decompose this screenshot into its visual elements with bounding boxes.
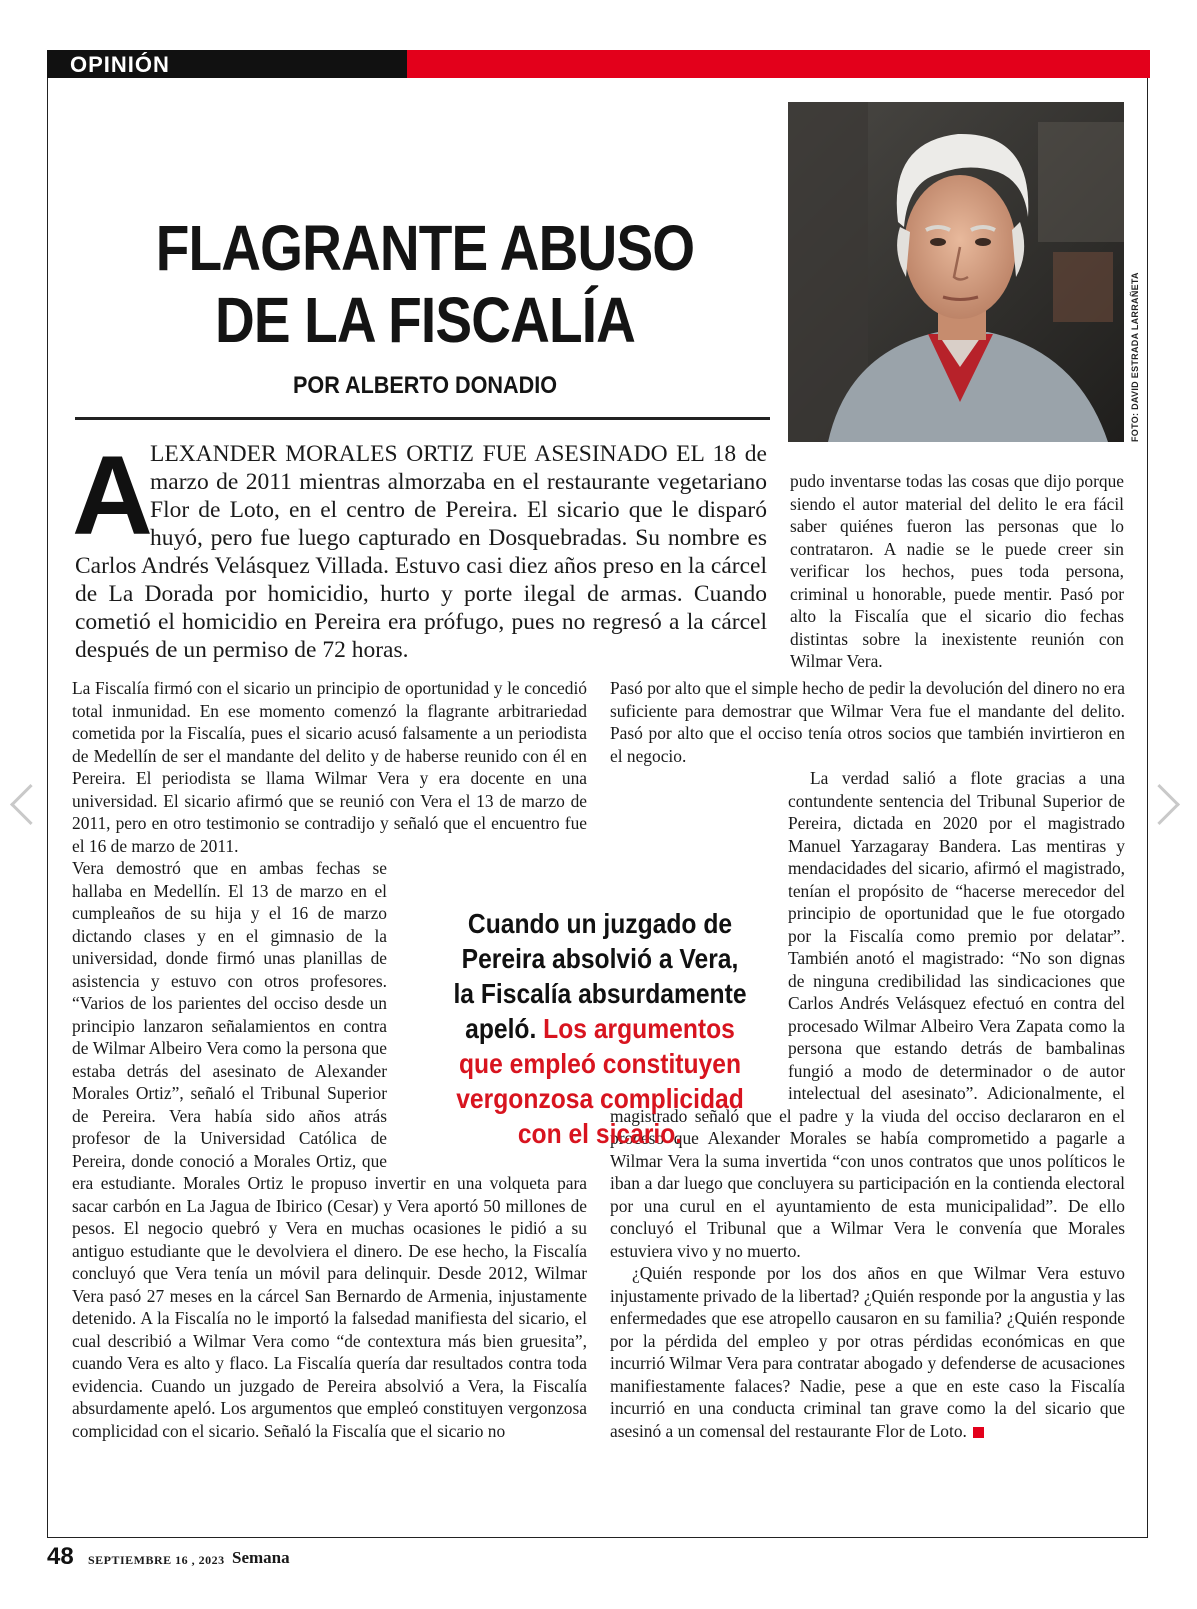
article-lead [75, 440, 767, 664]
section-label: OPINIÓN [70, 52, 170, 77]
issue-date: SEPTIEMBRE 16 , 2023 [88, 1553, 225, 1567]
pull-quote [450, 906, 749, 1151]
article-title: FLAGRANTE ABUSO DE LA FISCALÍA [155, 212, 695, 356]
title-divider [75, 417, 770, 420]
article-byline: POR ALBERTO DONADIO [292, 372, 558, 399]
pull-quote-red: Los argumentos que empleó constituyen vergonzosa complicidad con el sicario. [456, 1013, 744, 1149]
pull-quote-black: Cuando un juzgado de Pereira absolvió a Vera, la Fiscalía absurdamente apeló. [453, 908, 747, 1044]
section-bar-red [407, 50, 1150, 78]
end-mark-icon [973, 1427, 984, 1438]
body-paragraph: Vera demostró que en ambas fechas se hallaba en Medellín. El 13 de marzo en el cumpleaños de su hija y el 16 de marzo dictando clases y en el gimnasio de la universidad, donde firmó unas planillas de asistencia y estuvo con otros profesores. “Varios de los parientes del occiso desde un principio lanzaron señalamientos en contra de Wilmar Albeiro Vera como la persona que estaba detrás del asesinato de Alexander Morales Ortiz”, señaló el Tribunal Superior de Pereira. Vera había sido años atrás profesor de la Universidad Católica de Pereira, donde conoció a Morales Ortiz, que era estudiante. Morales Ortiz le propuso invertir en una volqueta para sacar carbón en La Jagua de Ibirico (Cesar) y Vera aportó 50 millones de pesos. El negocio quebró y Vera en muchas ocasiones le pidió a su antiguo estudiante que le devolviera el dinero. De ese hecho, la Fiscalía concluyó que Vera tenía un móvil para delinquir. Desde 2012, Wilmar Vera pasó 27 meses en la cárcel San Bernardo de Armenia, injustamente detenido. A la Fiscalía no le importó la falsedad manifiesta del sicario, el cual describió a Wilmar Vera como “de contextura más bien gruesita”, cuando Vera es alto y flaco. La Fiscalía quería dar resultados contra toda evidencia. Cuando un juzgado de Pereira absolvió a Vera, la Fiscalía absurdamente apeló. Los argumentos que empleó constituyen vergonzosa complicidad con el sicario. Señaló la Fiscalía que el sicario no [72, 858, 587, 1441]
body-paragraph: La Fiscalía firmó con el sicario un principio de oportunidad y le concedió total inmunidad. En ese momento comenzó la flagrante arbitrariedad cometida por la Fiscalía, pues el sicario acusó falsamente a un periodista de Medellín de ser el mandante del delito y de haberse reunido con él en Pereira. El periodista se llama Wilmar Vera y era docente en una universidad. El sicario afirmó que se reunió con Vera el 13 de marzo de 2011, pero en otro testimonio se contradijo y señaló que el encuentro fue el 16 de marzo de 2011. [72, 678, 587, 856]
previous-page-chevron-icon[interactable] [10, 784, 51, 825]
author-photo [788, 102, 1124, 442]
body-paragraph: Pasó por alto que el simple hecho de pedir la devolución del dinero no era suficiente para demostrar que Wilmar Vera fue el mandante del delito. Pasó por alto que el occiso tenía otros socios que también invirtieron en el negocio. [610, 678, 1125, 766]
photo-credit: FOTO: DAVID ESTRADA LARRAÑETA [1130, 272, 1140, 442]
lead-text: LEXANDER MORALES ORTIZ FUE ASESINADO EL 18 de marzo de 2011 mientras almorzaba en el restaurante vegetariano Flor de Loto, en el centro de Pereira. El sicario que le disparó huyó, pero fue luego capturado en Dosquebradas. Su nombre es Carlos Andrés Velásquez Villada. Estuvo casi diez años preso en la cárcel de La Dorada por homicidio, hurto y porte ilegal de armas. Cuando cometió el homicidio en Pereira era prófugo, pues no regresó a la cárcel después de un permiso de 72 horas. [75, 441, 767, 663]
magazine-name: Semana [232, 1548, 290, 1567]
drop-cap: A [72, 433, 153, 558]
right-column-top-text: pudo inventarse todas las cosas que dijo porque siendo el autor material del delito le era fácil saber quiénes fueron las personas que lo contrataron. A nadie se le puede creer sin verificar los hechos, pues toda persona, criminal u honorable, puede mentir. Pasó por alto la Fiscalía que el sicario dio fechas distintas sobre la inexistente reunión con Wilmar Vera. [790, 471, 1124, 671]
author-portrait-illustration [788, 102, 1124, 442]
page-number: 48 [47, 1543, 74, 1570]
body-paragraph: La verdad salió a flote gracias a una contundente sentencia del Tribunal Superior de Pereira, dictada en 2020 por el magistrado Manuel Yarzagaray Bandera. Las mentiras y mendacidades del sicario, afirmó el magistrado, tenían el propósito de “hacerse merecedor del principio de oportunidad que le fue otorgado por la Fiscalía como premio por delatar”. También anotó el magistrado: “No son dignas de ninguna credibilidad las sindicaciones que Carlos Andrés Velásquez efectuó en contra del procesado Wilmar Albeiro Vera Zapata como la persona que estando detrás de bambalinas fungió a modo de determinador o de autor intelectual del asesinato”. Adicionalmente, el magistrado señaló que el padre y la viuda del occiso declararon en el proceso que Alexander Morales se había comprometido a pagarle a Wilmar Vera la suma invertida “con unos contratos que unos políticos le iban a dar luego que concluyera su participación en la contienda electoral por una curul en el ayuntamiento de esta municipalidad”. De ello concluyó el Tribunal que a Wilmar Vera le convenía que Morales estuviera vivo y no muerto. [610, 768, 1125, 1261]
body-paragraph-final: ¿Quién responde por los dos años en que Wilmar Vera estuvo injustamente privado de la libertad? ¿Quién responde por la angustia y las enfermedades que ese atropello causaron en su familia? ¿Quién responde por la pérdida del empleo y por otras pérdidas económicas en que incurrió Wilmar Vera para contratar abogado y defenderse de acusaciones manifiestamente falaces? Nadie, pese a que en este caso la Fiscalía incurrió en una conducta criminal tan grave como la del sicario que asesinó a un comensal del restaurante Flor de Loto. [610, 1263, 1125, 1441]
